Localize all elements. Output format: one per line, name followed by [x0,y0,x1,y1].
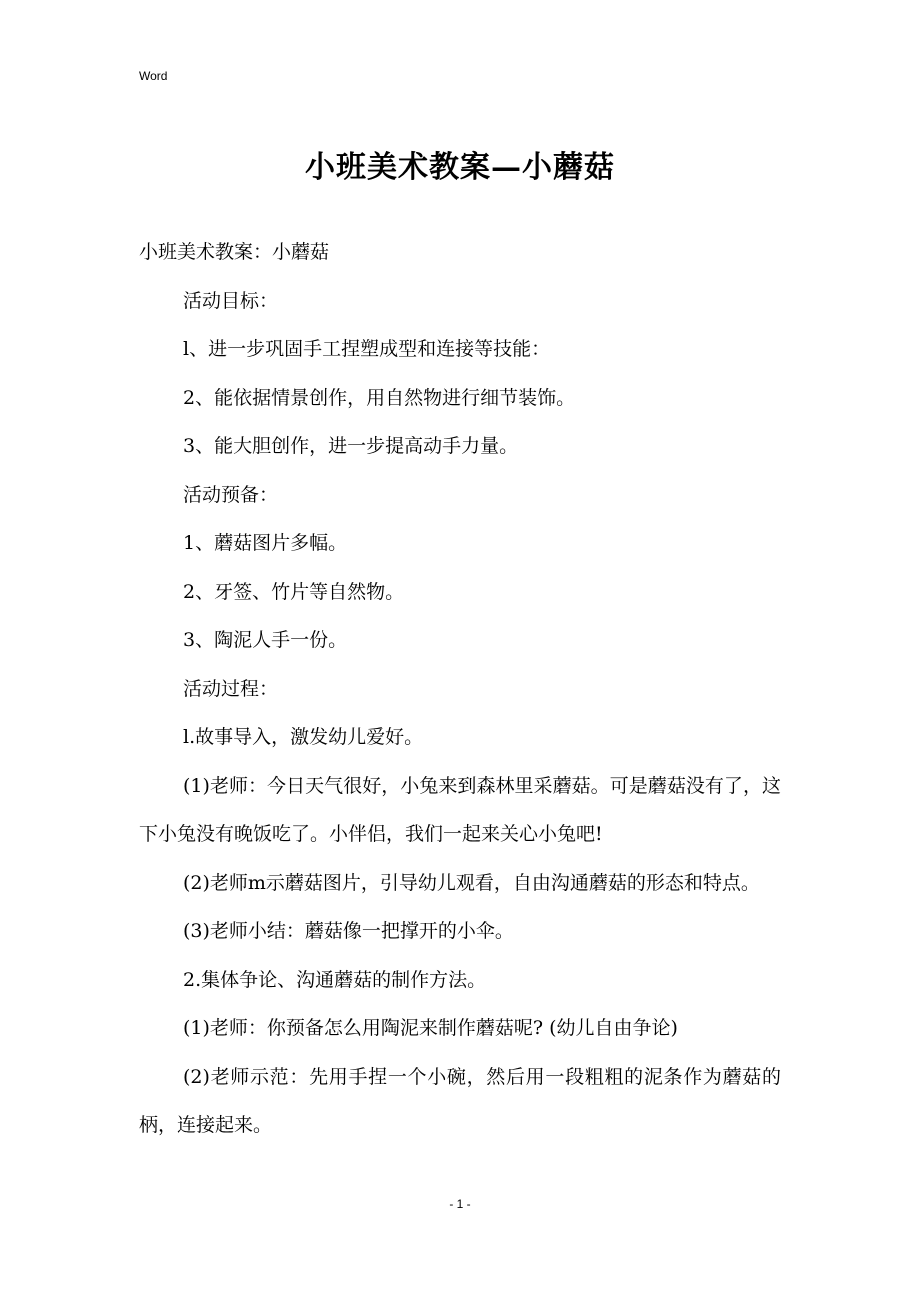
paragraph-step-1-c: (3)老师小结：蘑菇像一把撑开的小伞。 [183,920,514,942]
paragraph-prep-3: 3、陶泥人手一份。 [183,629,348,651]
paragraph-step-2: 2.集体争论、沟通蘑菇的制作方法。 [183,968,487,991]
paragraph-heading-goals: 活动目标： [183,289,279,312]
header-label: Word [139,69,168,83]
document-body [139,228,781,1150]
paragraph-step-1-a: (1)老师：今日天气很好，小兔来到森林里采蘑菇。可是蘑菇没有了，这下小兔没有晚饭吃了。小伴侣，我们一起来关心小兔吧! [139,774,781,845]
paragraph-goal-3: 3、能大胆创作，进一步提高动手力量。 [183,435,519,457]
paragraph-prep-1: 1、蘑菇图片多幅。 [183,532,348,554]
paragraph-heading-preparation: 活动预备： [183,483,279,506]
paragraph-goal-1: l、进一步巩固手工捏塑成型和连接等技能： [183,338,551,360]
paragraph-heading-process: 活动过程： [183,677,279,700]
paragraph-subtitle: 小班美术教案：小蘑菇 [139,241,330,263]
paragraph-step-1-b: (2)老师m示蘑菇图片，引导幼儿观看，自由沟通蘑菇的形态和特点。 [183,871,760,894]
paragraph-goal-2: 2、能依据情景创作，用自然物进行细节装饰。 [183,386,576,409]
page-number: - 1 - [449,1197,471,1211]
paragraph-step-2-a: (1)老师：你预备怎么用陶泥来制作蘑菇呢? (幼儿自由争论) [183,1017,678,1039]
paragraph-step-1: l.故事导入，激发幼儿爱好。 [183,726,424,748]
document-title: 小班美术教案—小蘑菇 [305,150,615,185]
paragraph-step-2-b: (2)老师示范：先用手捏一个小碗，然后用一段粗粗的泥条作为蘑菇的柄，连接起来。 [139,1065,781,1136]
paragraph-prep-2: 2、牙签、竹片等自然物。 [183,580,405,603]
